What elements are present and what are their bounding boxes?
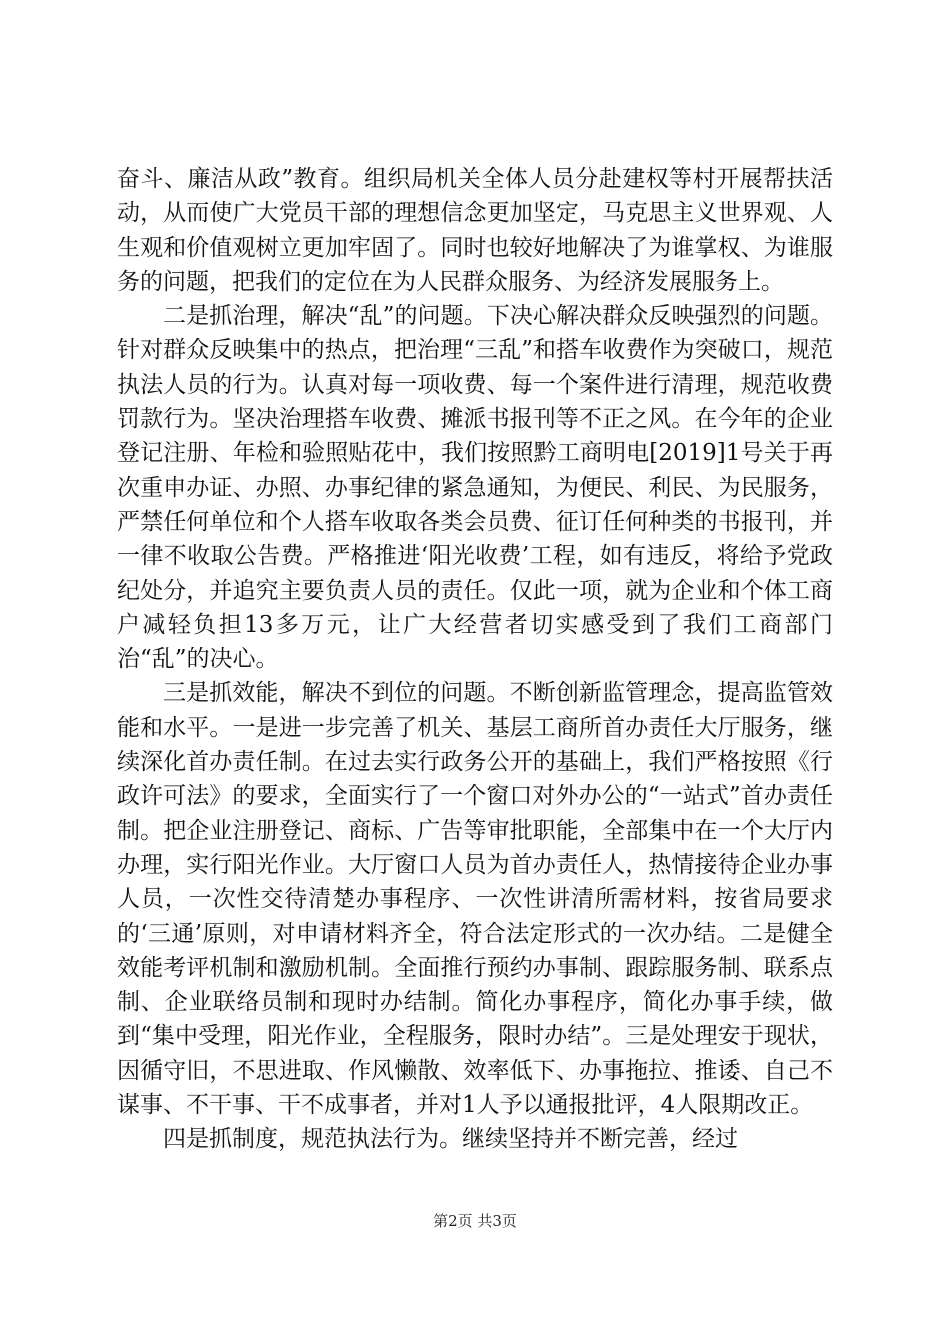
document-body [117,162,833,1157]
page-number-footer: 第2页 共3页 [433,1212,517,1230]
paragraph-continuation: 奋斗、廉洁从政”教育。组织局机关全体人员分赴建权等村开展帮扶活动，从而使广大党员干部的理想信念更加坚定，马克思主义世界观、人生观和价值观树立更加牢固了。同时也较好地解决了为谁掌权、为谁服务的问题，把我们的定位在为人民群众服务、为经济发展服务上。 [117,166,833,295]
paragraph-governance: 二是抓治理，解决“乱”的问题。下决心解决群众反映强烈的问题。针对群众反映集中的热点，把治理“三乱”和搭车收费作为突破口，规范执法人员的行为。认真对每一项收费、每一个案件进行清理，规范收费罚款行为。坚决治理搭车收费、摊派书报刊等不正之风。在今年的企业登记注册、年检和验照贴花中，我们按照黔工商明电[2019]1号关于再次重申办证、办照、办事纪律的紧急通知，为便民、利民、为民服务，严禁任何单位和个人搭车收取各类会员费、征订任何种类的书报刊，并一律不收取公告费。严格推进‘阳光收费’工程，如有违反，将给予党政纪处分，并追究主要负责人员的责任。仅此一项，就为企业和个体工商户减轻负担13多万元，让广大经营者切实感受到了我们工商部门治“乱”的决心。 [117,303,833,673]
paragraph-system: 四是抓制度，规范执法行为。继续坚持并不断完善，经过 [163,1126,738,1153]
paragraph-efficiency: 三是抓效能，解决不到位的问题。不断创新监管理念，提高监管效能和水平。一是进一步完善了机关、基层工商所首办责任大厅服务，继续深化首办责任制。在过去实行政务公开的基础上，我们严格按照《行政许可法》的要求，全面实行了一个窗口对外办公的“一站式”首办责任制。把企业注册登记、商标、广告等审批职能，全部集中在一个大厅内办理，实行阳光作业。大厅窗口人员为首办责任人，热情接待企业办事人员，一次性交待清楚办事程序、一次性讲清所需材料，按省局要求的‘三通’原则，对申请材料齐全，符合法定形式的一次办结。二是健全效能考评机制和激励机制。全面推行预约办事制、跟踪服务制、联系点制、企业联络员制和现时办结制。简化办事程序，简化办事手续，做到“集中受理，阳光作业，全程服务，限时办结”。三是处理安于现状，因循守旧，不思进取、作风懒散、效率低下、办事拖拉、推诿、自己不谋事、不干事、干不成事者，并对1人予以通报批评，4人限期改正。 [117,680,833,1119]
